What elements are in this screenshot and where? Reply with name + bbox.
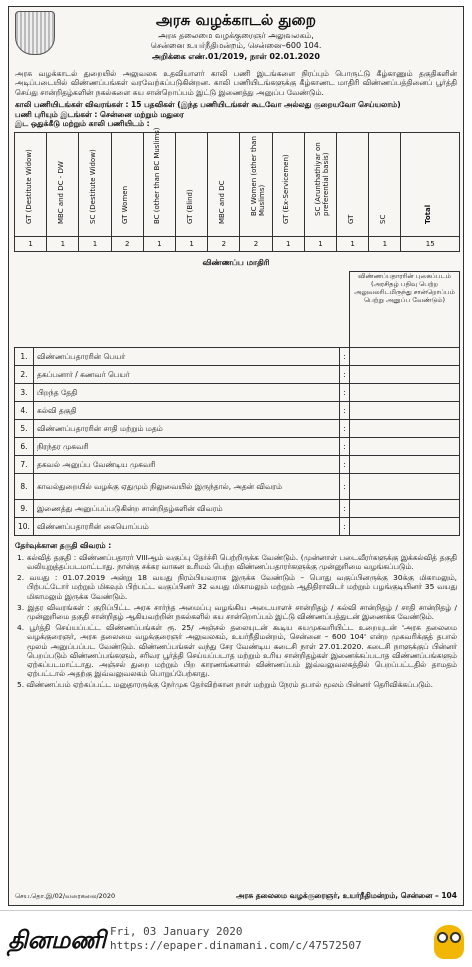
owl-mascot-icon	[434, 925, 464, 959]
notice-footer	[15, 891, 457, 901]
vacancy-col-header: SC (Arunthathiyar on preferential basis)	[314, 142, 331, 217]
vacancy-total-header: Total	[424, 205, 433, 225]
term-item: 5. விண்ணப்பம் ஏற்கப்பட்ட மனுதாரருக்கு நேர்முக தேர்விற்கான நாள் மற்றும் நேரம் தபால் மூலம் பின்னர் தெரிவிக்கப்படும்.	[17, 680, 433, 690]
form-field-value[interactable]	[350, 420, 460, 438]
term-item: 1. கல்வித் தகுதி : விண்ணப்பதாரர் VIIIஆம் வகுப்பு தேர்ச்சி பெற்றிருக்க வேண்டும். (முன்னாள் படைவீரர்களுக்கு இக்கல்வித் தகுதி வலியுறுத்தப்படமாட்டாது. நான்கு சக்கர வாகன உரிமம் பெற்ற விண்ணப்பதாரர்களுக்கு முன்னுரிமை வழங்கப்படும்.	[17, 552, 457, 572]
photo-row	[15, 272, 460, 348]
vacancy-count: 1	[304, 237, 336, 252]
vacancy-col-header: GT Women	[121, 186, 130, 225]
form-field-no: 2.	[15, 366, 34, 384]
vacancy-col-header: GT (Ex-Servicemen)	[282, 154, 291, 225]
vacancy-count: 1	[15, 237, 47, 252]
vacancy-col-header: SC	[378, 215, 387, 225]
term-item: 2. வயது : 01.07.2019 அன்று 18 வயது நிரம்பியவராக இருக்க வேண்டும் – பொது வகுப்பினருக்கு 30க்கு மிகாமலும், பிற்பட்டோர் மற்றும் மிகவும் பிற்பட்ட வகுப்பினர் 32 வயது மிகாமலும் மற்றும் ஆதிதிராவிடர் மற்றும் பழங்குடியினர் 35 வயது மிகாமலும் இருக்க வேண்டும்.	[17, 573, 457, 601]
vacancy-count: 2	[208, 237, 240, 252]
form-field-label: பிறந்த தேதி	[33, 384, 339, 402]
form-field-label: நிரந்தர முகவரி	[33, 438, 339, 456]
terms-title: தேர்வுக்கான தகுதி விவரம் :	[15, 541, 112, 551]
vacancy-count: 2	[240, 237, 272, 252]
vacancy-col-header: MBC and DC	[217, 180, 226, 225]
notice-header	[9, 7, 463, 65]
form-row	[15, 456, 460, 474]
form-colon: :	[340, 456, 350, 474]
vacancy-total: 15	[401, 237, 460, 252]
form-field-label: கல்வி தகுதி	[33, 402, 339, 420]
vacancy-count: 1	[47, 237, 79, 252]
form-field-label: காவல்துறையில் வழக்கு ஏதுமும் நிலுவையில் இருந்தால், அதன் விவரம்	[33, 474, 339, 500]
vacancy-table	[14, 127, 460, 252]
term-item: 4. பூர்த்தி செய்யப்பட்ட விண்ணப்பங்கள் ரூ. 25/ அஞ்சல் தலையுடன் கூடிய சுயமுகவரியிட்ட உறையுடன் 'அரசு தலைமை வழக்குரைஞர், அரசு தலைமை வழக்குரைஞர் அலுவலகம், உயர்நீதிமன்றம், சென்னை – 600 104' என்ற முகவரிக்குத் தபால் மூலம் அனுப்பப்பட வேண்டும். விண்ணப்பங்கள் வந்து சேர வேண்டிய கடைசி நாள் 27.01.2020. கடைசி நாளுக்குப் பின்னர் பெறப்படும் விண்ணப்பங்களும், சரிவர பூர்த்தி செய்யப்படாத மற்றும் உரிய சான்றிதழ்கள் இணைக்கப்படாத விண்ணப்பங்களும் ஏற்கப்படமாட்டாது. அஞ்சல் துறை மற்றும் பிற காரணங்களால் விண்ணப்பம் இவ்வலுவலகத்தில் பெறப்பட்டதில் தாமதம் ஏற்பட்டால் அதற்கு இவ்வலுவலகம் பொறுப்பேற்காது.	[17, 623, 457, 679]
form-field-no: 10.	[15, 518, 34, 536]
department-title: அரசு வழக்காடல் துறை	[156, 11, 316, 29]
form-title: விண்ணப்ப மாதிரி	[202, 258, 270, 268]
vacancy-col-header: MBC and DC - DW	[56, 161, 65, 225]
form-row	[15, 500, 460, 518]
form-field-value[interactable]	[350, 438, 460, 456]
vacancy-count: 1	[79, 237, 111, 252]
owl-eye-icon	[437, 932, 448, 943]
form-field-label: விண்ணப்பதாரரின் பெயர்	[33, 348, 339, 366]
form-field-no: 7.	[15, 456, 34, 474]
vacancy-col-header: GT (Destitute Widow)	[24, 149, 33, 225]
page-footer	[0, 910, 472, 967]
vacancy-count: 1	[272, 237, 304, 252]
vacancy-col-header: BC Women (other than Muslims)	[250, 136, 267, 217]
form-field-no: 3.	[15, 384, 34, 402]
form-field-no: 4.	[15, 402, 34, 420]
vacancy-col-header: BC (other than BC Muslims)	[153, 127, 162, 225]
form-colon: :	[340, 438, 350, 456]
form-colon: :	[340, 474, 350, 500]
form-row	[15, 402, 460, 420]
vacancy-count: 1	[369, 237, 401, 252]
form-row	[15, 518, 460, 536]
vacancy-header-row	[15, 133, 460, 237]
form-colon: :	[340, 500, 350, 518]
vacancy-col-header: SC (Destitute Widow)	[89, 149, 97, 225]
intro-paragraph: அரசு வழக்காடல் துறையில் அலுவலக உதவியாளர் காலி பணி இடங்களை நிரப்பும் பொருட்டு கீழ்காணும் தகுதிகளின் அடிப்படையில் விண்ணப்பங்கள் வரவேற்கப்படுகின்றன. காலி பணியிடங்களுக்கு கீழ்காணட மாதிரி விண்ணப்பத்தினைப் பூர்த்தி செய்து சான்றிதழ்களின் நகல்களை சுய சான்றொப்பம் இட்டு இணைத்து அனுப்ப வேண்டும்.	[15, 69, 457, 97]
form-colon: :	[340, 348, 350, 366]
vacancy-count: 1	[337, 237, 369, 252]
form-field-value[interactable]	[350, 474, 460, 500]
photo-box: விண்ணப்பதாரரின் புகைப்படம் (அரசிதழ் பதிவு பெற்ற அலுவலரிடமிருந்து சான்றொப்பம் பெற்று அனுப்ப வேண்டும்)	[350, 272, 460, 348]
form-field-no: 5.	[15, 420, 34, 438]
epaper-url[interactable]: https://epaper.dinamani.com/c/47572507	[110, 939, 362, 952]
form-colon: :	[340, 518, 350, 536]
vacancy-col-header: GT	[346, 214, 355, 225]
notice-number: அறிக்கை எண்.01/2019, நாள் 02.01.2020	[152, 52, 320, 61]
form-field-no: 6.	[15, 438, 34, 456]
vacancy-count: 1	[143, 237, 175, 252]
signature: அரசு தலைமை வழக்குரைஞர், உயர்நீதிமன்றம், சென்னை – 104	[236, 891, 457, 900]
term-item: 3. இதர விவரங்கள் : குறிப்பிட்ட அரசு சார்ந்த அமைப்பு வழங்கிய அடையாளச் சான்றிதழ் / கல்வி சான்றிதழ் / சாதி சான்றிதழ் / முன்னுரிமை தகுதி சான்றிதழ் ஆகியவற்றின் நகல்களில் சுய சான்றொப்பம் இட்டு விண்ணப்பத்துடன் இணைக்க வேண்டும்.	[17, 602, 457, 622]
publication-date: Fri, 03 January 2020	[110, 925, 243, 938]
form-colon: :	[340, 384, 350, 402]
form-field-no: 9.	[15, 500, 34, 518]
form-field-value[interactable]	[350, 402, 460, 420]
dinamani-logo[interactable]: தினமணி	[8, 925, 106, 954]
form-field-value[interactable]	[350, 348, 460, 366]
form-colon: :	[340, 366, 350, 384]
vacancy-col-header: GT (Blind)	[185, 189, 194, 225]
form-row	[15, 366, 460, 384]
publication-meta	[110, 925, 362, 953]
office-address-line1: அரசு தலைமை வழக்குரைஞர் அலுவலகம்,	[158, 31, 314, 40]
vacancy-count: 2	[111, 237, 143, 252]
form-field-value[interactable]	[350, 456, 460, 474]
vacancy-count-row	[15, 237, 460, 252]
form-field-label: தகப்பனார் / கணவர் பெயர்	[33, 366, 339, 384]
vacancy-line: காலி பணியிடங்கள் விவரங்கள் : 15 பதவிகள் (இந்த பணியிடங்கள் கூடவோ அல்லது குறையவோ செய்யலாம்)	[15, 100, 401, 110]
form-row	[15, 420, 460, 438]
form-field-value[interactable]	[350, 384, 460, 402]
form-row	[15, 474, 460, 500]
form-field-no: 8.	[15, 474, 34, 500]
reservation-line: இட ஒதுக்கீடு மற்றும் காலி பணியிடம் :	[15, 119, 150, 129]
terms-section	[9, 541, 463, 689]
form-field-label: விண்ணப்பதாரரின் கையொப்பம்	[33, 518, 339, 536]
office-address-line2: சென்னை உயர்நீதிமன்றம், சென்னை–600 104.	[150, 41, 322, 50]
location-line: பணி புரியும் இடங்கள் : சென்னை மற்றும் மதுரை	[15, 109, 184, 119]
form-colon: :	[340, 402, 350, 420]
form-field-label: விண்ணப்பதாரரின் சாதி மற்றும் மதம்	[33, 420, 339, 438]
form-field-no: 1.	[15, 348, 34, 366]
notice-code: செய.தொ.இ/02/வரைகலை/2020	[15, 892, 116, 900]
form-field-label: இணைத்து அனுப்பப்படுகின்ற சான்றிதழ்களின் விவரம்	[33, 500, 339, 518]
form-row	[15, 438, 460, 456]
form-field-value[interactable]	[350, 518, 460, 536]
owl-eye-icon	[450, 932, 461, 943]
vacancy-count: 1	[176, 237, 208, 252]
form-row	[15, 384, 460, 402]
form-row	[15, 348, 460, 366]
form-field-label: தகவல் அனுப்ப வேண்டிய முகவரி	[33, 456, 339, 474]
notice	[8, 6, 464, 906]
form-colon: :	[340, 420, 350, 438]
form-field-value[interactable]	[350, 500, 460, 518]
form-field-value[interactable]	[350, 366, 460, 384]
application-form	[14, 271, 460, 536]
